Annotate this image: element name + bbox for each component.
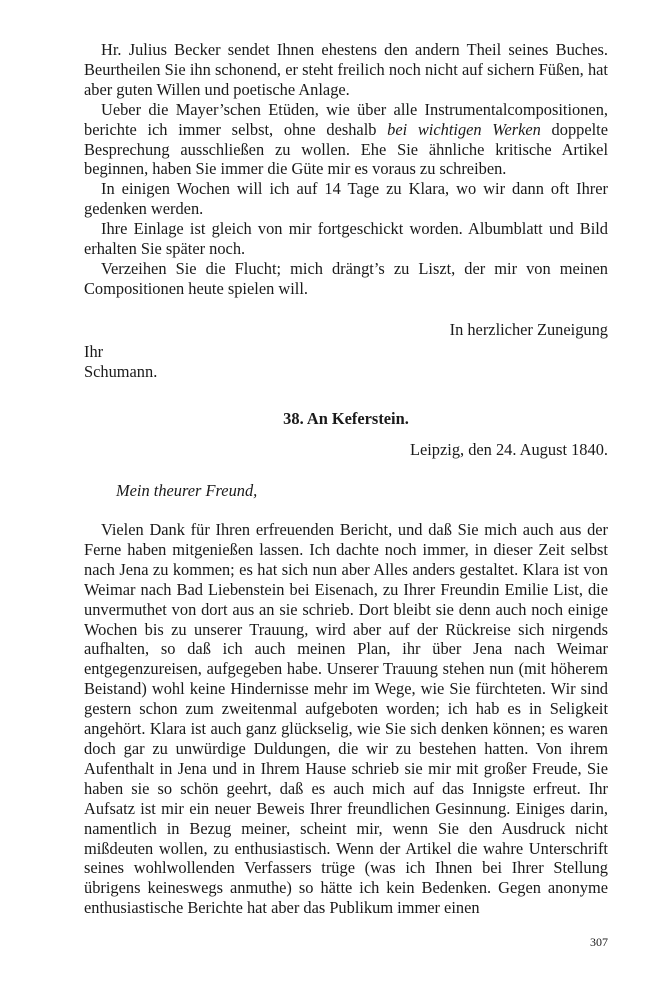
emphasis-text: bei wichtigen Werken (387, 119, 541, 139)
paragraph: Vielen Dank für Ihren erfreuenden Bericht, und daß Sie mich auch aus der Ferne haben mitgenießen lassen. Ich dachte noch immer, in dieser Zeit selbst nach Jena zu kommen; es hat sich nun aber Alles anders gestaltet. Klara ist von Weimar nach Bad Liebenstein bei Eisenach, zu Ihrer Freundin Emilie List, die unvermuthet von dort aus an sie schrieb. Dort bleibt sie denn auch noch einige Wochen bis zu unserer Trauung, wird aber auf der Rückreise sich nirgends aufhalten, so daß ich auch meinen Plan, ihr über Jena nach Weimar entgegenzureisen, aufgegeben habe. Unserer Trauung stehen nun (mit höherem Beistand) wohl keine Hindernisse mehr im Wege, wie Sie fürchteten. Wir sind gestern schon zum zweitenmal aufgeboten worden; ich hab es in Seligkeit angehört. Klara ist auch ganz glückselig, wie Sie sich denken können; es waren doch gar zu unwürdige Duldungen, die wir zu bestehen hatten. Von ihrem Aufenthalt in Jena und in Ihrem Hause schrieb sie mir mit großer Freude, Sie haben sie so schön geehrt, daß es auch mich auf das Innigste erfreut. Ihr Aufsatz ist mir ein neuer Beweis Ihrer freundlichen Gesinnung. Einiges darin, namentlich in Bezug meiner, scheint mir, wenn Sie den Ausdruck nicht mißdeuten wollen, zu enthusiastisch. Wenn der Artikel die wahre Unterschrift seines wohlwollenden Verfassers trüge (was ich Ihnen bei Ihrer Stellung übrigens keineswegs anmuthe) so hätte ich kein Bedenken. Gegen anonyme enthusiastische Berichte hat aber das Publikum immer einen (84, 520, 608, 918)
salutation: Mein theurer Freund, (116, 481, 258, 500)
signature-name: Schumann. (84, 362, 158, 381)
signature-ihr: Ihr (84, 342, 104, 361)
paragraph: Ueber die Mayer’schen Etüden, wie über alle Instrumentalcompositionen, berichte ich immer selbst, ohne deshalb bei wichtigen Werken doppelte Besprechung ausschließen zu wollen. Ehe Sie ähnliche kritische Artikel beginnen, haben Sie immer die Güte mir es voraus zu schreiben. (84, 99, 608, 179)
letter-body (84, 520, 608, 918)
place-date: Leipzig, den 24. August 1840. (409, 440, 608, 459)
letter-heading: 38. An Keferstein. (283, 409, 409, 428)
closing: In herzlicher Zuneigung (449, 320, 608, 339)
paragraph: Verzeihen Sie die Flucht; mich drängt’s zu Liszt, der mir von meinen Compositionen heute spielen will. (84, 258, 608, 298)
paragraph: In einigen Wochen will ich auf 14 Tage zu Klara, wo wir dann oft Ihrer gedenken werden. (84, 179, 608, 219)
paragraph: Hr. Julius Becker sendet Ihnen ehestens den andern Theil seines Buches. Beurtheilen Sie ihn schonend, er steht freilich noch nicht auf sichern Füßen, hat aber guten Willen und poetische Anlage. (84, 40, 608, 99)
page-number: 307 (590, 935, 608, 949)
letter-end (84, 40, 608, 299)
paragraph: Ihre Einlage ist gleich von mir fortgeschickt worden. Albumblatt und Bild erhalten Sie später noch. (84, 219, 608, 259)
